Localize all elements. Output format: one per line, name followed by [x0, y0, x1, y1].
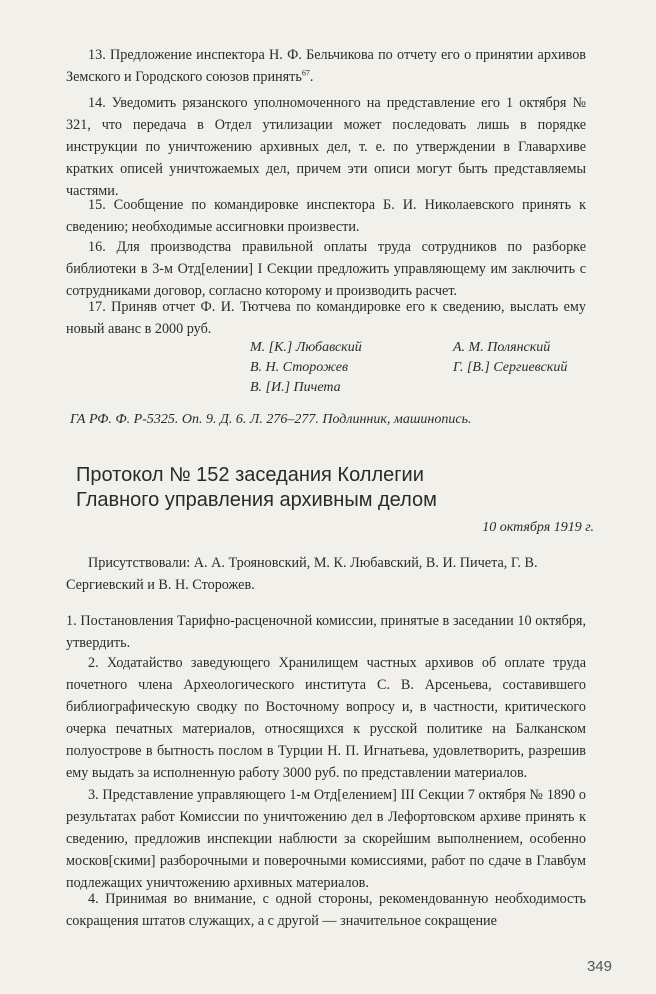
signature-picheta: В. [И.] Пичета — [250, 380, 341, 395]
protocol-item-1: 1. Постановления Тарифно-расценочной комиссии, принятые в заседании 10 октября, утвердить. — [66, 613, 586, 651]
item-15: 15. Сообщение по командировке инспектора Б. И. Николаевского принять к сведению; необходимые ассигновки произвести. — [66, 197, 586, 235]
item-13: 13. Предложение инспектора Н. Ф. Бельчикова по отчету его о принятии архивов Земского и Городского союзов принять$^{67}$. — [66, 47, 586, 85]
item-16: 16. Для производства правильной оплаты труда сотрудников по разборке библиотеки в 3-м Отд[елении] I Секции предложить управляющему им заключить с сотрудниками договор, согласно которому и производить расчет. — [66, 239, 586, 299]
item-17: 17. Приняв отчет Ф. И. Тютчева по командировке его к сведению, выслать ему новый аванс в 2000 руб. — [66, 299, 586, 337]
protocol-date: 10 октября 1919 г. — [482, 520, 594, 535]
footnote-ref[interactable]: 67 — [301, 68, 310, 78]
protocol-item-4: 4. Принимая во внимание, с одной стороны, рекомендованную необходимость сокращения штатов служащих, а с другой — значительное сокращение — [66, 891, 586, 929]
archival-source: ГА РФ. Ф. Р-5325. Оп. 9. Д. 6. Л. 276–277. Подлинник, машинопись. — [70, 412, 472, 427]
signature-storozhev: В. Н. Сторожев — [250, 360, 349, 375]
signature-polyansky: А. М. Полянский — [453, 340, 551, 355]
item-14: 14. Уведомить рязанского уполномоченного на представление его 1 октября № 321, что передача в Отдел утилизации может последовать лишь в порядке инструкции по уничтожению архивных дел, т. е. по утверждении в Главархиве кратких описей уничтожаемых дел, причем эти описи могут быть представляемы частями. — [66, 95, 586, 199]
page-number: 349 — [586, 958, 612, 975]
heading-line-2: Главного управления архивным делом — [76, 489, 437, 511]
protocol-item-3: 3. Представление управляющего 1-м Отд[елением] III Секции 7 октября № 1890 о результатах работ Комиссии по уничтожению дел в Лефортовском архиве принять к сведению, предложив инспекции наблюсти за скорейшим выполнением, особенно москов[скими] разборочными и поверочными комиссиями, работ по сдаче в Главбум подлежащих уничтожению архивных материалов. — [66, 787, 586, 891]
heading-line-1: Протокол № 152 заседания Коллегии — [76, 464, 424, 486]
attendees: Присутствовали: А. А. Трояновский, М. К. Любавский, В. И. Пичета, Г. В. Сергиевский и В. Н. Сторожев. — [66, 555, 538, 593]
signature-sergievsky: Г. [В.] Сергиевский — [453, 360, 568, 375]
protocol-item-2: 2. Ходатайство заведующего Хранилищем частных архивов об оплате труда почетного члена Археологического института С. В. Арсеньева, составившего библиографическую сводку по Восточному вопросу и, в частности, критического очерка печатных материалов, относящихся к русской политике на Балканском полуострове в бытность послом в Турции Н. П. Игнатьева, удовлетворить, разрешив ему выдать за исполненную работу 3000 руб. по представлении материалов. — [66, 655, 586, 781]
section-heading — [76, 463, 596, 513]
signature-lyubavsky: М. [К.] Любавский — [250, 340, 362, 355]
